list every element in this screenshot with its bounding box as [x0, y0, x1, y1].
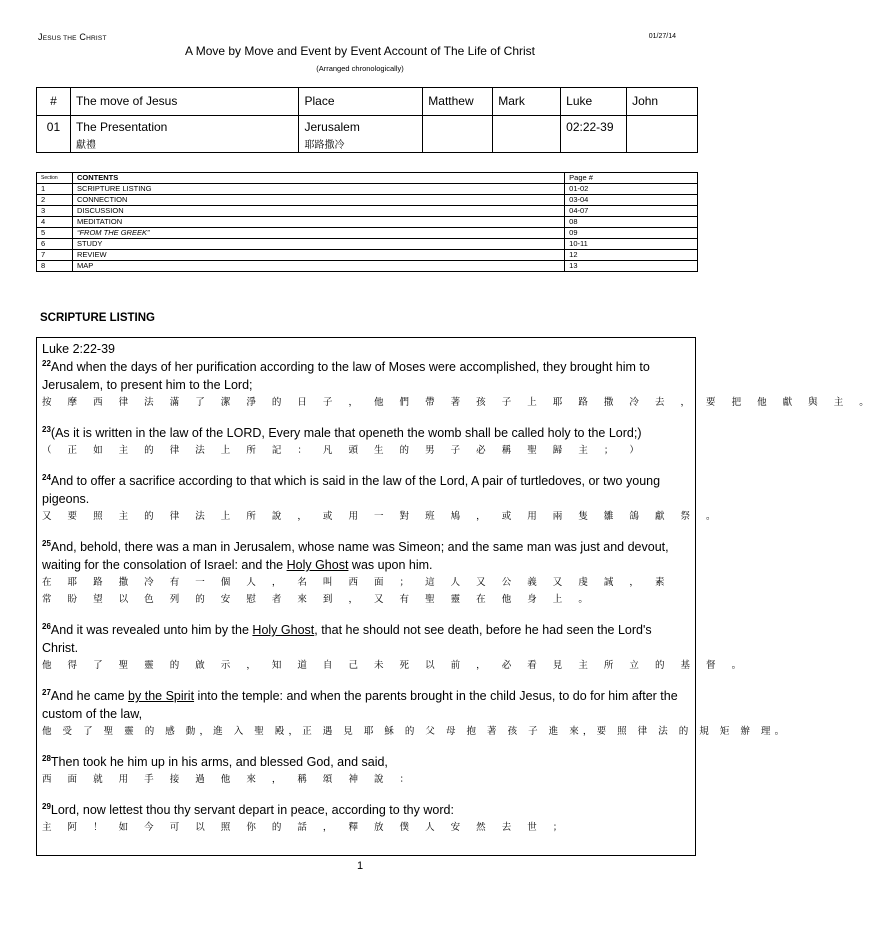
contents-row-number: 6 — [37, 239, 73, 250]
verse-29 — [42, 801, 690, 836]
verse-26 — [42, 621, 748, 674]
verse-text-en: And it was revealed unto him by the — [50, 623, 253, 637]
verse-number: 22 — [42, 359, 51, 368]
verse-text-zh: 他 受 了 聖 靈 的 感 動，進 入 聖 殿，正 遇 見 耶 穌 的 父 母 抱 著 孩 子 進 來，要 照 律 法 的 規 矩 辦 理。 — [42, 726, 789, 737]
event-matthew — [423, 116, 493, 153]
col-header-matthew: Matthew — [423, 88, 493, 116]
event-number: 01 — [37, 116, 71, 153]
verse-28 — [42, 753, 690, 788]
contents-row — [37, 217, 698, 228]
contents-row-number: 4 — [37, 217, 73, 228]
contents-row-page: 08 — [565, 217, 698, 228]
contents-row — [37, 250, 698, 261]
page-title: A Move by Move and Event by Event Account of The Life of Christ — [185, 44, 535, 58]
verse-text-en-end: was upon him. — [348, 558, 433, 572]
contents-row-title: SCRIPTURE LISTING — [72, 184, 564, 195]
event-move-zh: 獻禮 — [75, 140, 96, 151]
contents-row-page: 13 — [565, 261, 698, 272]
verse-text-en: And to offer a sacrifice according to that which is said in the law of the Lord, A pair of turtledoves, or two young pigeons. — [42, 474, 661, 506]
event-place — [299, 116, 423, 153]
contents-row-number: 7 — [37, 250, 73, 261]
page-subtitle: (Arranged chronologically) — [316, 64, 404, 73]
verse-number: 27 — [42, 688, 51, 697]
contents-header — [37, 173, 698, 184]
event-luke: 02:22-39 — [561, 116, 627, 153]
verse-text-zh: （ 正 如 主 的 律 法 上 所 記 ： 凡 頭 生 的 男 子 必 稱 聖 歸 主 ； ） — [42, 445, 646, 456]
holy-ghost-underlined: Holy Ghost — [286, 558, 349, 572]
contents-row-title: CONNECTION — [72, 195, 564, 206]
scripture-box — [36, 337, 875, 856]
contents-row — [37, 228, 698, 239]
document-date: 01/27/14 — [648, 33, 676, 40]
verse-text-en-end: , that he should not see death, before he had seen the Lord's Christ. — [42, 623, 652, 655]
scripture-reference: Luke 2:22-39 — [42, 342, 115, 356]
contents-row-page: 01-02 — [565, 184, 698, 195]
verse-text-zh: 主 阿 ！ 如 今 可 以 照 你 的 話 ， 釋 放 僕 人 安 然 去 世 ； — [42, 822, 569, 833]
verse-text-en: Lord, now lettest thou thy servant depart in peace, according to thy word: — [50, 803, 454, 817]
event-table-header — [37, 88, 698, 116]
verse-text-en: And when the days of her purification according to the law of Moses were accomplished, they brought him to Jerusalem, to present him to the Lord; — [42, 360, 650, 392]
col-header-john: John — [627, 88, 698, 116]
verse-text-en: And, behold, there was a man in Jerusalem, whose name was Simeon; and the same man was just and devout, waiting for the consolation of Israel: and the — [42, 540, 669, 572]
event-place-zh: 耶路撒冷 — [304, 140, 345, 151]
verse-number: 29 — [42, 802, 51, 811]
contents-row-number: 3 — [37, 206, 73, 217]
contents-row-title: DISCUSSION — [72, 206, 564, 217]
contents-row — [37, 261, 698, 272]
col-header-place: Place — [299, 88, 423, 116]
event-john — [627, 116, 698, 153]
verse-number: 25 — [42, 539, 51, 548]
contents-row-title: MAP — [72, 261, 564, 272]
col-header-mark: Mark — [493, 88, 561, 116]
contents-header-page: Page # — [565, 173, 698, 184]
contents-row-number: 2 — [37, 195, 73, 206]
verse-number: 28 — [42, 754, 51, 763]
verse-text-zh: 西 面 就 用 手 接 過 他 來 ， 稱 頌 神 說 ： — [42, 774, 416, 785]
holy-ghost-underlined: Holy Ghost — [252, 623, 315, 637]
contents-row-title: STUDY — [72, 239, 564, 250]
verse-number: 26 — [42, 622, 51, 631]
col-header-move: The move of Jesus — [70, 88, 299, 116]
contents-row-page: 12 — [565, 250, 698, 261]
contents-row-page: 10-11 — [565, 239, 698, 250]
contents-table — [36, 172, 698, 272]
contents-row-title: “FROM THE GREEK” — [72, 228, 564, 239]
contents-row — [37, 184, 698, 195]
verse-27 — [42, 687, 789, 740]
verse-text-en-end: into the temple: and when the parents brought in the child Jesus, to do for him after the custom of the law, — [42, 689, 678, 721]
event-table — [36, 87, 698, 153]
verse-text-en: And he came — [50, 689, 129, 703]
event-row — [37, 116, 698, 153]
verse-23 — [42, 424, 690, 459]
verse-text-zh: 按 摩 西 律 法 滿 了 潔 淨 的 日 子 ， 他 們 帶 著 孩 子 上 耶 路 撒 冷 去 ， 要 把 他 獻 與 主 。 — [42, 397, 875, 408]
verse-text-zh: 在 耶 路 撒 冷 有 一 個 人 ， 名 叫 西 面 ； 這 人 又 公 義 又 虔 誠 ， 素 常 盼 望 以 色 列 的 安 慰 者 來 到 ， 又 有 聖 靈 在 他 身 上 。 — [42, 577, 672, 605]
event-place-en: Jerusalem — [304, 120, 360, 134]
col-header-luke: Luke — [561, 88, 627, 116]
contents-row-page: 09 — [565, 228, 698, 239]
verse-text-zh: 又 要 照 主 的 律 法 上 所 說 ， 或 用 一 對 班 鳩 ， 或 用 兩 隻 雛 鴿 獻 祭 。 — [42, 511, 723, 522]
contents-row — [37, 195, 698, 206]
verse-text-zh: 他 得 了 聖 靈 的 啟 示 ， 知 道 自 己 未 死 以 前 ， 必 看 見 主 所 立 的 基 督 。 — [42, 660, 748, 671]
contents-row-number: 1 — [37, 184, 73, 195]
contents-row-title: REVIEW — [72, 250, 564, 261]
event-mark — [493, 116, 561, 153]
by-the-spirit-underlined: by the Spirit — [128, 689, 195, 703]
contents-row-title: MEDITATION — [72, 217, 564, 228]
contents-header-title: CONTENTS — [72, 173, 564, 184]
event-move-en: The Presentation — [75, 120, 168, 134]
event-move — [70, 116, 299, 153]
contents-header-section: Section — [37, 173, 73, 184]
verse-24 — [42, 472, 723, 525]
verse-number: 23 — [42, 425, 51, 434]
verse-text-en: (As it is written in the law of the LORD, Every male that openeth the womb shall be called holy to the Lord;) — [50, 426, 642, 440]
verse-text-en: Then took he him up in his arms, and blessed God, and said, — [50, 755, 388, 769]
contents-row-page: 03-04 — [565, 195, 698, 206]
contents-row-number: 5 — [37, 228, 73, 239]
page-number: 1 — [356, 860, 364, 872]
verse-22 — [42, 358, 875, 411]
section-title: SCRIPTURE LISTING — [40, 312, 156, 324]
contents-row — [37, 239, 698, 250]
contents-row-page: 04-07 — [565, 206, 698, 217]
verse-number: 24 — [42, 473, 51, 482]
verse-25 — [42, 538, 690, 608]
contents-row — [37, 206, 698, 217]
col-header-number: # — [37, 88, 71, 116]
contents-row-number: 8 — [37, 261, 73, 272]
document-series-title: JESUS THE CHRIST — [38, 32, 107, 42]
